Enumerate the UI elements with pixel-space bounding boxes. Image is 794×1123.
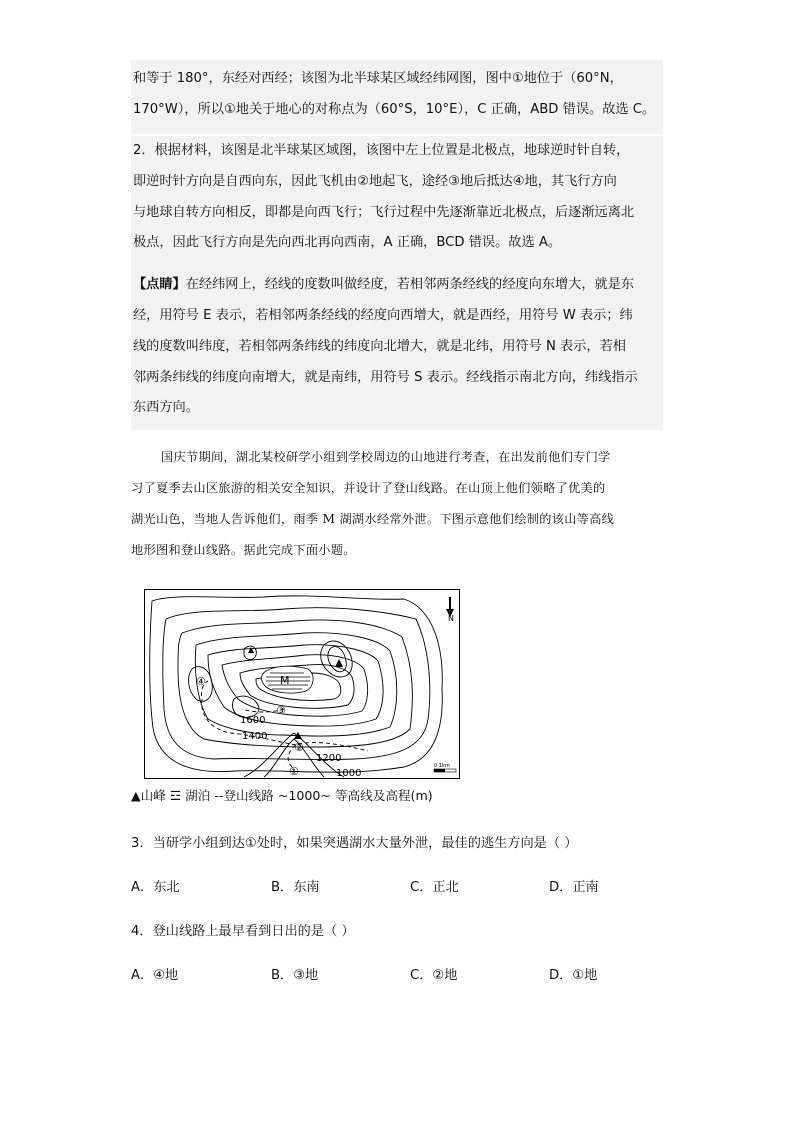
q3-option-b[interactable]: B．东南	[271, 880, 320, 895]
q3-option-d[interactable]: D．正南	[549, 880, 599, 895]
tip-line: 线的度数叫纬度，若相邻两条纬线的纬度向北增大，就是北纬，用符号 N 表示，若相	[133, 338, 626, 354]
q3-option-c[interactable]: C．正北	[410, 880, 459, 895]
q4-option-b[interactable]: B．③地	[271, 968, 319, 983]
contour-label: 1200	[316, 753, 342, 764]
question-3-stem: 3．当研学小组到达①处时，如果突遇湖水大量外泄，最佳的逃生方向是（ ）	[131, 836, 578, 851]
tip-line: 东西方向。	[133, 400, 199, 416]
point-1: ①	[289, 765, 299, 778]
explanation-line: 和等于 180°，东经对西经；该图为北半球某区域经纬网图，图中①地位于（60°N，	[133, 71, 623, 86]
tip-line: 邻两条纬线的纬度向南增大，就是南纬，用符号 S 表示。经线指示南北方向，纬线指示	[133, 369, 638, 385]
q4-option-c[interactable]: C．②地	[410, 968, 458, 983]
explanation-line: 即逆时针方向是自西向东，因此飞机由②地起飞，途经③地后抵达④地，其飞行方向	[133, 173, 617, 189]
explanation-line: 与地球自转方向相反，即都是向西飞行；飞行过程中先逐渐靠近北极点，后逐渐远离北	[133, 204, 635, 220]
explanation-line: 2．根据材料，该图是北半球某区域图，该图中左上位置是北极点，地球逆时针自转，	[133, 143, 630, 158]
contour-label: 1400	[242, 731, 268, 742]
scale-bar	[434, 769, 456, 772]
answer-explanation-part1	[131, 60, 663, 134]
map-legend: ▲山峰 ☲ 湖泊 --登山线路 ~1000~ 等高线及高程(m)	[131, 788, 433, 803]
q4-option-a[interactable]: A．④地	[131, 968, 179, 983]
lake-label: M	[280, 674, 290, 687]
explanation-line: 极点，因此飞行方向是先向西北再向西南，A 正确，BCD 错误。故选 A。	[133, 235, 562, 251]
q4-option-d[interactable]: D．①地	[549, 968, 598, 983]
scale-label: 0 1km	[434, 763, 450, 769]
contour-label: 1000	[336, 768, 362, 779]
contour-label: 1600	[240, 715, 266, 726]
tip-line: 经，用符号 E 表示，若相邻两条经线的经度向西增大，就是西经，用符号 W 表示；纬	[133, 307, 633, 323]
explanation-line: 170°W），所以①地关于地心的对称点为（60°S，10°E），C 正确，ABD 错误。故选 C。	[133, 101, 656, 117]
q3-option-a[interactable]: A．东北	[131, 880, 180, 895]
answer-explanation-part2	[131, 136, 663, 430]
question-4-stem: 4．登山线路上最早看到日出的是（ ）	[131, 924, 355, 939]
tip-label: 【点睛】	[133, 277, 186, 293]
contour-map	[144, 589, 460, 779]
point-3: ③	[276, 704, 286, 717]
north-label: N	[448, 614, 454, 623]
point-2: ②	[294, 741, 304, 754]
tip-line: 【点睛】在经纬网上，经线的度数叫做经度，若相邻两条经线的经度向东增大，就是东	[133, 277, 635, 293]
question-material: 国庆节期间，湖北某校研学小组到学校周边的山地进行考查，在出发前他们专门学 习了夏季去山区旅游的相关安全知识，并设计了登山线路。在山顶上他们领略了优美的 湖光山色，当地人告诉他们，雨季 M 湖湖水经常外泄。下图示意他们绘制的该山等高线 地形图和登山线路。据此完成下面小题。	[131, 450, 615, 557]
point-4: ④	[196, 675, 206, 688]
